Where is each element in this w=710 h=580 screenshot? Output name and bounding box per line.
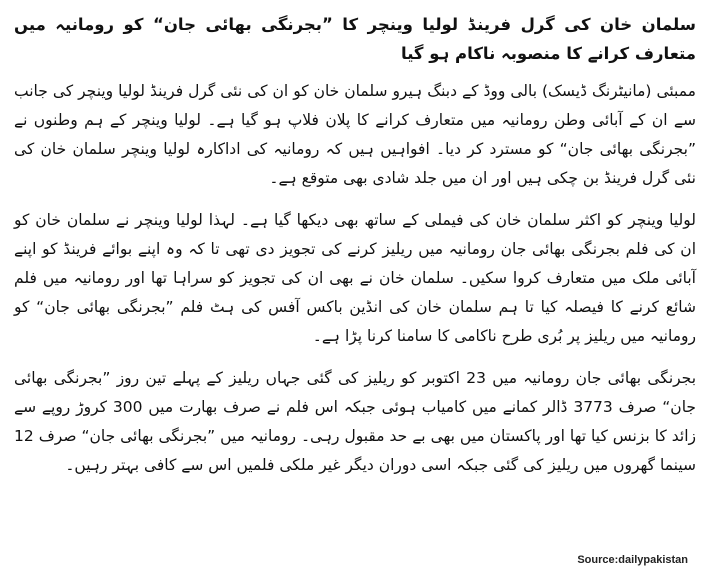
source-credit: Source:dailypakistan: [577, 554, 688, 566]
paragraph-3: بجرنگی بھائی جان رومانیہ میں 23 اکتوبر کو ریلیز کی گئی جہاں ریلیز کے پہلے تین روز ”بجرنگی بھائی جان“ صرف 3773 ڈالر کمانے میں کامیاب ہوئی جبکہ اس فلم نے صرف بھارت میں 300 کروڑ روپے سے زائد کا بزنس کیا تھا اور پاکستان میں بھی بے حد مقبول رہی۔ رومانیہ میں ”بجرنگی بھائی جان“ صرف 12 سینما گھروں میں ریلیز کی گئی جبکہ اسی دوران دیگر غیر ملکی فلمیں اس سے کافی بہتر رہیں۔: [14, 369, 697, 474]
article-body: [14, 77, 696, 480]
paragraph-2: لولیا وینچر کو اکثر سلمان خان کی فیملی کے ساتھ بھی دیکھا گیا ہے۔ لہذا لولیا وینچر نے سلمان خان کو ان کی فلم بجرنگی بھائی جان رومانیہ میں ریلیز کرنے کی تجویز دی تھی تا کہ وہ اپنے بوائے فرینڈ کو اپنے آبائی ملک میں متعارف کروا سکیں۔ سلمان خان نے بھی ان کی تجویز کو سراہا تھا اور رومانیہ میں فلم شائع کرنے کا فیصلہ کیا تا ہم سلمان خان کی انڈین باکس آفس کی ہٹ فلم ”بجرنگی بھائی جان“ کو رومانیہ میں ریلیز پر بُری طرح ناکامی کا سامنا کرنا پڑا ہے۔: [14, 211, 696, 345]
headline: سلمان خان کی گرل فرینڈ لولیا وینچر کا ”بجرنگی بھائی جان“ کو رومانیہ میں متعارف کرانے کا منصوبہ ناکام ہو گیا: [14, 15, 696, 63]
paragraph-1: ممبئی (مانیٹرنگ ڈیسک) بالی ووڈ کے دبنگ ہیرو سلمان خان کو ان کی نئی گرل فرینڈ لولیا وینچر کی جانب سے ان کے آبائی وطن رومانیہ میں متعارف کرانے کا پلان فلاپ ہو گیا ہے۔ لولیا وینچر کے ہم وطنوں نے ”بجرنگی بھائی جان“ کو مسترد کر دیا۔ افواہیں ہیں کہ رومانیہ کی اداکارہ لولیا وینچر سلمان خان کی نئی گرل فرینڈ بن چکی ہیں اور ان میں جلد شادی بھی متوقع ہے۔: [14, 82, 696, 187]
